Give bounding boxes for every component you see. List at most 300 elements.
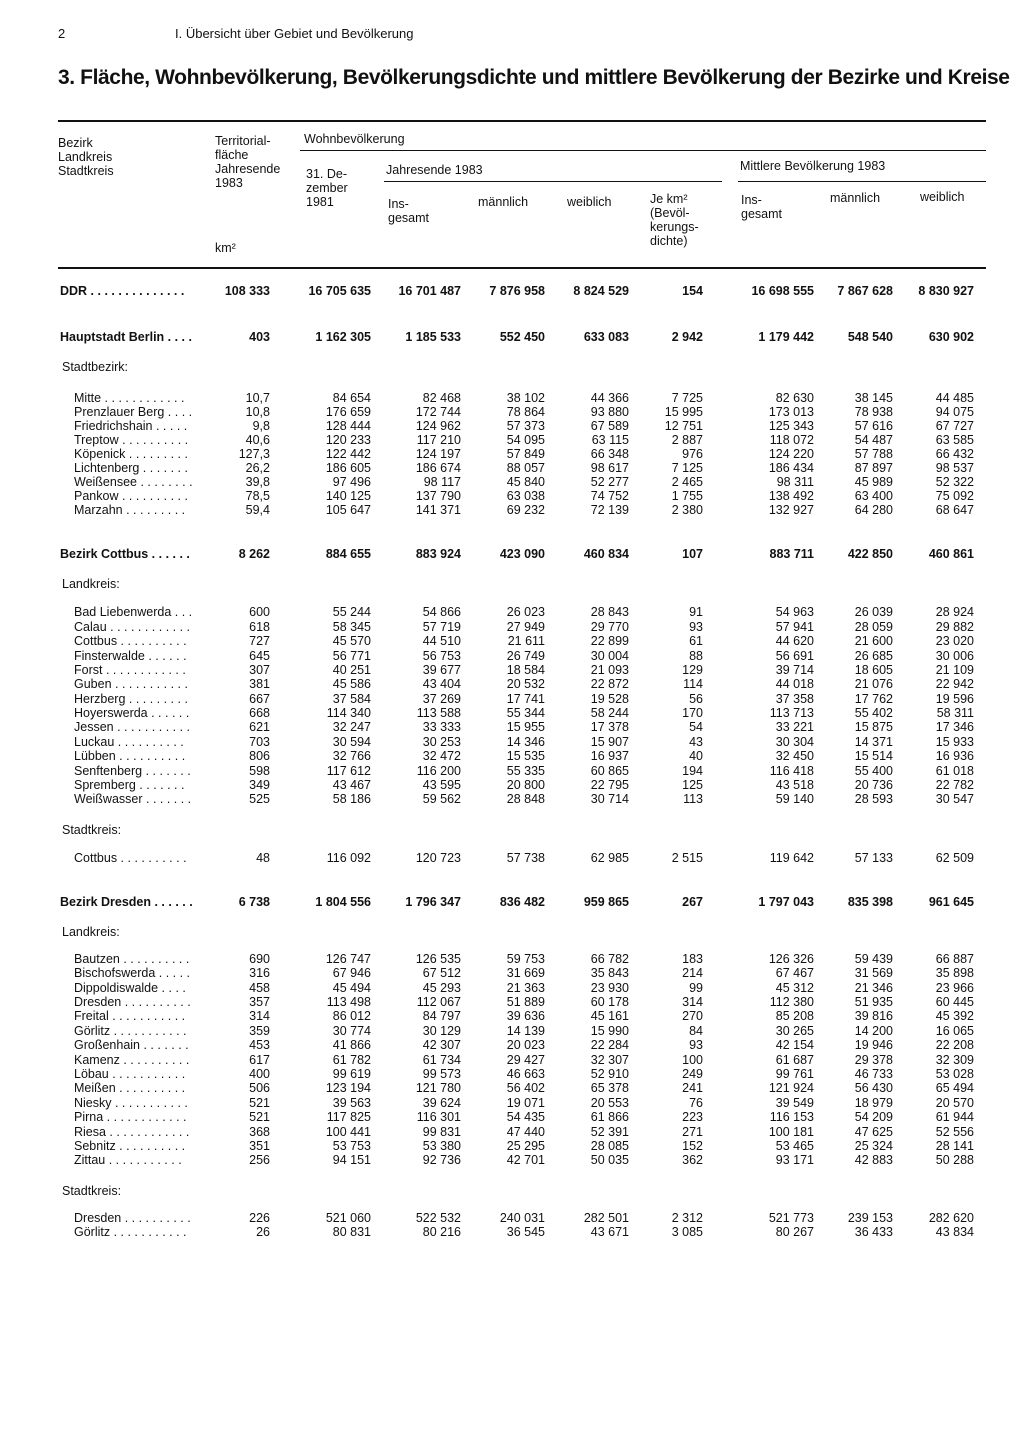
cell-mittel-weiblich: 61 944 (935, 1110, 974, 1124)
cell-dec1981: 521 060 (325, 1211, 371, 1225)
cell-weiblich: 35 843 (590, 966, 629, 980)
cell-maennlich: 15 955 (506, 720, 545, 734)
cell-density: 114 (683, 677, 703, 691)
cell-weiblich: 30 714 (590, 792, 629, 806)
page-number: 2 (58, 26, 66, 41)
cell-mittel-maennlich: 18 979 (854, 1096, 893, 1110)
cell-mittel-insgesamt: 39 714 (775, 663, 814, 677)
cell-dec1981: 45 494 (332, 981, 371, 995)
cell-weiblich: 45 161 (590, 1009, 629, 1023)
cell-dec1981: 40 251 (332, 663, 371, 677)
cell-mittel-weiblich: 68 647 (935, 503, 974, 517)
cell-mittel-weiblich: 66 887 (935, 952, 974, 966)
cell-dec1981: 43 467 (332, 778, 371, 792)
cell-area: 127,3 (238, 447, 270, 461)
table-row (0, 433, 1024, 447)
row-label: Freital . . . . . . . . . . . (74, 1009, 186, 1023)
cell-density: 314 (682, 995, 703, 1009)
cell-dec1981: 99 619 (332, 1067, 371, 1081)
cell-mittel-maennlich: 31 569 (854, 966, 893, 980)
cell-area: 521 (249, 1096, 270, 1110)
cell-density: 76 (689, 1096, 703, 1110)
cell-dec1981: 186 605 (325, 461, 371, 475)
cell-mittel-insgesamt: 883 711 (769, 547, 814, 561)
cell-weiblich: 52 910 (590, 1067, 629, 1081)
cell-insgesamt: 30 129 (422, 1024, 461, 1038)
cell-area: 39,8 (245, 475, 270, 489)
cell-weiblich: 93 880 (590, 405, 629, 419)
cell-mittel-weiblich: 282 620 (928, 1211, 974, 1225)
table-row (0, 503, 1024, 517)
cell-density: 12 751 (664, 419, 703, 433)
row-label: Dresden . . . . . . . . . . (74, 1211, 191, 1225)
cell-area: 727 (249, 634, 270, 648)
section-heading-row (0, 360, 1024, 374)
cell-area: 368 (249, 1125, 270, 1139)
row-label: Friedrichshain . . . . . (74, 419, 188, 433)
cell-maennlich: 20 023 (506, 1038, 545, 1052)
cell-weiblich: 22 795 (590, 778, 629, 792)
cell-density: 270 (682, 1009, 703, 1023)
cell-insgesamt: 121 780 (415, 1081, 461, 1095)
cell-mittel-insgesamt: 30 265 (775, 1024, 814, 1038)
col-header-mittlere: Mittlere Bevölkerung 1983 (740, 159, 886, 173)
cell-weiblich: 52 277 (590, 475, 629, 489)
cell-maennlich: 36 545 (506, 1225, 545, 1239)
cell-insgesamt: 141 371 (415, 503, 461, 517)
cell-mittel-weiblich: 17 346 (935, 720, 974, 734)
table-row (0, 1067, 1024, 1081)
cell-dec1981: 105 647 (325, 503, 371, 517)
cell-dec1981: 56 771 (332, 649, 371, 663)
cell-insgesamt: 80 216 (422, 1225, 461, 1239)
cell-weiblich: 67 589 (590, 419, 629, 433)
cell-maennlich: 54 095 (506, 433, 545, 447)
table-row (0, 663, 1024, 677)
cell-weiblich: 30 004 (590, 649, 629, 663)
running-title: I. Übersicht über Gebiet und Bevölkerung (175, 26, 414, 41)
cell-density: 2 515 (671, 851, 703, 865)
cell-mittel-maennlich: 39 816 (854, 1009, 893, 1023)
cell-insgesamt: 117 210 (416, 433, 461, 447)
cell-mittel-insgesamt: 99 761 (775, 1067, 814, 1081)
cell-mittel-insgesamt: 1 797 043 (758, 895, 814, 909)
col-header-1981: 31. De- zember 1981 (306, 167, 348, 209)
cell-maennlich: 42 701 (506, 1153, 545, 1167)
cell-mittel-insgesamt: 44 620 (775, 634, 814, 648)
col-header-area: Territorial- fläche Jahresende 1983 (215, 134, 281, 190)
cell-mittel-insgesamt: 37 358 (775, 692, 814, 706)
cell-mittel-weiblich: 66 432 (935, 447, 974, 461)
cell-mittel-maennlich: 20 736 (854, 778, 893, 792)
cell-insgesamt: 39 677 (422, 663, 461, 677)
cell-density: 15 995 (664, 405, 703, 419)
cell-mittel-insgesamt: 61 687 (775, 1053, 814, 1067)
cell-dec1981: 58 186 (332, 792, 371, 806)
cell-weiblich: 22 284 (590, 1038, 629, 1052)
cell-density: 113 (683, 792, 703, 806)
cell-density: 267 (682, 895, 703, 909)
cell-mittel-insgesamt: 119 642 (769, 851, 814, 865)
cell-mittel-weiblich: 23 966 (935, 981, 974, 995)
row-label: Stadtkreis: (62, 823, 122, 837)
cell-mittel-insgesamt: 59 140 (775, 792, 814, 806)
cell-density: 1 755 (671, 489, 703, 503)
cell-area: 314 (249, 1009, 270, 1023)
cell-mittel-insgesamt: 1 179 442 (758, 330, 814, 344)
cell-mittel-insgesamt: 124 220 (768, 447, 814, 461)
row-label: Bautzen . . . . . . . . . . (74, 952, 190, 966)
cell-density: 84 (689, 1024, 703, 1038)
cell-dec1981: 39 563 (332, 1096, 371, 1110)
cell-density: 194 (682, 764, 703, 778)
cell-maennlich: 57 373 (506, 419, 545, 433)
cell-mittel-insgesamt: 82 630 (775, 391, 814, 405)
cell-weiblich: 50 035 (590, 1153, 629, 1167)
cell-maennlich: 423 090 (499, 547, 545, 561)
cell-weiblich: 65 378 (590, 1081, 629, 1095)
cell-maennlich: 54 435 (506, 1110, 545, 1124)
cell-insgesamt: 522 532 (415, 1211, 461, 1225)
cell-insgesamt: 1 796 347 (405, 895, 461, 909)
cell-dec1981: 100 441 (325, 1125, 371, 1139)
cell-density: 2 312 (671, 1211, 703, 1225)
cell-density: 61 (689, 634, 703, 648)
cell-maennlich: 20 800 (506, 778, 545, 792)
row-label: Mitte . . . . . . . . . . . . (74, 391, 185, 405)
cell-mittel-insgesamt: 121 924 (768, 1081, 814, 1095)
cell-mittel-weiblich: 460 861 (928, 547, 974, 561)
cell-mittel-maennlich: 47 625 (854, 1125, 893, 1139)
row-label: Guben . . . . . . . . . . . (74, 677, 188, 691)
cell-insgesamt: 120 723 (415, 851, 461, 865)
cell-mittel-maennlich: 59 439 (854, 952, 893, 966)
row-label: Löbau . . . . . . . . . . . (74, 1067, 186, 1081)
cell-area: 690 (249, 952, 270, 966)
cell-mittel-weiblich: 52 556 (935, 1125, 974, 1139)
table-row (0, 778, 1024, 792)
cell-weiblich: 22 872 (590, 677, 629, 691)
cell-weiblich: 17 378 (590, 720, 629, 734)
cell-dec1981: 80 831 (332, 1225, 371, 1239)
cell-weiblich: 23 930 (590, 981, 629, 995)
cell-area: 525 (249, 792, 270, 806)
cell-mittel-weiblich: 67 727 (935, 419, 974, 433)
row-label: Bezirk Cottbus . . . . . . (60, 547, 190, 561)
cell-density: 170 (682, 706, 703, 720)
cell-dec1981: 128 444 (325, 419, 371, 433)
row-label: Stadtkreis: (62, 1184, 122, 1198)
cell-dec1981: 53 753 (332, 1139, 371, 1153)
col-header-mittlere-weiblich: weiblich (920, 190, 965, 204)
cell-mittel-insgesamt: 93 171 (775, 1153, 814, 1167)
cell-mittel-maennlich: 26 039 (854, 605, 893, 619)
cell-mittel-weiblich: 22 782 (935, 778, 974, 792)
table-row (0, 547, 1024, 561)
cell-mittel-maennlich: 57 133 (854, 851, 893, 865)
cell-weiblich: 72 139 (590, 503, 629, 517)
cell-maennlich: 57 738 (506, 851, 545, 865)
cell-mittel-weiblich: 28 141 (935, 1139, 974, 1153)
cell-weiblich: 60 865 (590, 764, 629, 778)
cell-insgesamt: 45 293 (422, 981, 461, 995)
cell-density: 129 (682, 663, 703, 677)
col-header-maennlich: männlich (478, 195, 529, 209)
cell-mittel-maennlich: 87 897 (854, 461, 893, 475)
cell-maennlich: 29 427 (506, 1053, 545, 1067)
row-label: Weißwasser . . . . . . . (74, 792, 192, 806)
wohn-rule (300, 150, 986, 151)
cell-weiblich: 21 093 (590, 663, 629, 677)
row-label: Spremberg . . . . . . . (74, 778, 185, 792)
cell-maennlich: 21 611 (507, 634, 545, 648)
cell-maennlich: 15 535 (506, 749, 545, 763)
cell-maennlich: 240 031 (499, 1211, 545, 1225)
cell-mittel-insgesamt: 116 418 (769, 764, 814, 778)
cell-density: 91 (689, 605, 703, 619)
col-header-insgesamt: Ins- gesamt (388, 197, 429, 225)
cell-dec1981: 37 584 (332, 692, 371, 706)
cell-weiblich: 44 366 (590, 391, 629, 405)
cell-mittel-insgesamt: 118 072 (769, 433, 814, 447)
cell-dec1981: 123 194 (325, 1081, 371, 1095)
cell-maennlich: 46 663 (506, 1067, 545, 1081)
cell-weiblich: 19 528 (590, 692, 629, 706)
cell-density: 362 (682, 1153, 703, 1167)
cell-maennlich: 26 023 (506, 605, 545, 619)
cell-density: 223 (682, 1110, 703, 1124)
row-label: Cottbus . . . . . . . . . . (74, 851, 187, 865)
cell-insgesamt: 43 595 (422, 778, 461, 792)
row-label: Senftenberg . . . . . . . (74, 764, 191, 778)
cell-dec1981: 16 705 635 (308, 284, 371, 298)
cell-mittel-insgesamt: 98 311 (776, 475, 814, 489)
cell-area: 667 (249, 692, 270, 706)
cell-mittel-weiblich: 61 018 (935, 764, 974, 778)
cell-mittel-weiblich: 63 585 (935, 433, 974, 447)
table-row (0, 419, 1024, 433)
cell-mittel-weiblich: 20 570 (935, 1096, 974, 1110)
cell-area: 806 (249, 749, 270, 763)
cell-mittel-maennlich: 17 762 (854, 692, 893, 706)
cell-weiblich: 62 985 (590, 851, 629, 865)
cell-insgesamt: 99 831 (422, 1125, 461, 1139)
cell-area: 9,8 (252, 419, 270, 433)
cell-density: 40 (689, 749, 703, 763)
cell-density: 2 887 (671, 433, 703, 447)
cell-area: 26 (256, 1225, 270, 1239)
cell-insgesamt: 172 744 (415, 405, 461, 419)
cell-maennlich: 14 346 (506, 735, 545, 749)
cell-insgesamt: 883 924 (415, 547, 461, 561)
row-label: Kamenz . . . . . . . . . . (74, 1053, 190, 1067)
cell-density: 54 (689, 720, 703, 734)
table-row (0, 1211, 1024, 1225)
cell-mittel-maennlich: 36 433 (854, 1225, 893, 1239)
table-row (0, 851, 1024, 865)
cell-mittel-maennlich: 28 593 (854, 792, 893, 806)
cell-mittel-maennlich: 835 398 (847, 895, 893, 909)
cell-maennlich: 56 402 (506, 1081, 545, 1095)
cell-maennlich: 20 532 (506, 677, 545, 691)
row-label: Herzberg . . . . . . . . . (74, 692, 188, 706)
cell-mittel-maennlich: 64 280 (854, 503, 893, 517)
cell-insgesamt: 137 790 (415, 489, 461, 503)
cell-mittel-maennlich: 422 850 (847, 547, 893, 561)
cell-insgesamt: 124 962 (415, 419, 461, 433)
cell-insgesamt: 44 510 (422, 634, 461, 648)
cell-insgesamt: 84 797 (422, 1009, 461, 1023)
cell-weiblich: 28 843 (590, 605, 629, 619)
cell-maennlich: 51 889 (506, 995, 545, 1009)
table-row (0, 952, 1024, 966)
cell-mittel-insgesamt: 42 154 (775, 1038, 814, 1052)
cell-mittel-insgesamt: 53 465 (775, 1139, 814, 1153)
cell-weiblich: 959 865 (583, 895, 629, 909)
cell-weiblich: 63 115 (591, 433, 629, 447)
col-header-region: Bezirk Landkreis Stadtkreis (58, 136, 114, 178)
cell-mittel-insgesamt: 173 013 (768, 405, 814, 419)
table-row (0, 1096, 1024, 1110)
table-row (0, 1081, 1024, 1095)
cell-area: 351 (249, 1139, 270, 1153)
cell-weiblich: 15 990 (590, 1024, 629, 1038)
cell-weiblich: 74 752 (590, 489, 629, 503)
cell-maennlich: 552 450 (499, 330, 545, 344)
cell-mittel-weiblich: 43 834 (935, 1225, 974, 1239)
cell-mittel-maennlich: 7 867 628 (837, 284, 893, 298)
cell-dec1981: 116 092 (326, 851, 371, 865)
cell-insgesamt: 126 535 (415, 952, 461, 966)
cell-area: 10,8 (245, 405, 270, 419)
cell-mittel-maennlich: 54 487 (854, 433, 893, 447)
cell-mittel-insgesamt: 16 698 555 (751, 284, 814, 298)
cell-mittel-maennlich: 57 616 (854, 419, 893, 433)
cell-maennlich: 45 840 (506, 475, 545, 489)
cell-mittel-weiblich: 19 596 (935, 692, 974, 706)
mittlere-rule (738, 181, 986, 182)
cell-mittel-weiblich: 62 509 (935, 851, 974, 865)
cell-insgesamt: 67 512 (422, 966, 461, 980)
row-label: Hauptstadt Berlin . . . . (60, 330, 192, 344)
jahresende-rule (384, 181, 722, 182)
cell-dec1981: 67 946 (332, 966, 371, 980)
cell-mittel-maennlich: 42 883 (854, 1153, 893, 1167)
cell-weiblich: 32 307 (590, 1053, 629, 1067)
cell-weiblich: 66 348 (590, 447, 629, 461)
cell-insgesamt: 54 866 (422, 605, 461, 619)
col-header-density: Je km² (Bevöl- kerungs- dichte) (650, 192, 699, 248)
table-row (0, 692, 1024, 706)
table-row (0, 1038, 1024, 1052)
table-title: 3. Fläche, Wohnbevölkerung, Bevölkerungsdichte und mittlere Bevölkerung der Bezirke und Kreise (58, 66, 1010, 89)
cell-area: 8 262 (238, 547, 270, 561)
row-label: Landkreis: (62, 577, 120, 591)
cell-dec1981: 30 774 (332, 1024, 371, 1038)
cell-mittel-maennlich: 55 402 (854, 706, 893, 720)
cell-density: 241 (682, 1081, 703, 1095)
cell-mittel-weiblich: 52 322 (935, 475, 974, 489)
cell-insgesamt: 116 200 (416, 764, 461, 778)
cell-mittel-maennlich: 54 209 (854, 1110, 893, 1124)
table-row (0, 995, 1024, 1009)
row-label: Marzahn . . . . . . . . . (74, 503, 186, 517)
cell-mittel-maennlich: 57 788 (854, 447, 893, 461)
cell-area: 357 (249, 995, 270, 1009)
cell-area: 400 (249, 1067, 270, 1081)
cell-mittel-insgesamt: 132 927 (768, 503, 814, 517)
cell-weiblich: 66 782 (590, 952, 629, 966)
cell-dec1981: 117 825 (326, 1110, 371, 1124)
row-label: Görlitz . . . . . . . . . . . (74, 1225, 187, 1239)
cell-mittel-maennlich: 26 685 (854, 649, 893, 663)
table-row (0, 895, 1024, 909)
cell-mittel-weiblich: 60 445 (935, 995, 974, 1009)
cell-density: 3 085 (671, 1225, 703, 1239)
cell-mittel-insgesamt: 54 963 (775, 605, 814, 619)
cell-mittel-weiblich: 30 006 (935, 649, 974, 663)
cell-area: 598 (249, 764, 270, 778)
cell-dec1981: 114 340 (326, 706, 371, 720)
cell-density: 56 (689, 692, 703, 706)
row-label: Bischofswerda . . . . . (74, 966, 191, 980)
cell-mittel-weiblich: 45 392 (935, 1009, 974, 1023)
cell-dec1981: 884 655 (325, 547, 371, 561)
cell-maennlich: 26 749 (506, 649, 545, 663)
cell-maennlich: 38 102 (506, 391, 545, 405)
row-label: Görlitz . . . . . . . . . . . (74, 1024, 187, 1038)
cell-weiblich: 52 391 (590, 1125, 629, 1139)
cell-dec1981: 94 151 (332, 1153, 371, 1167)
cell-maennlich: 39 636 (506, 1009, 545, 1023)
cell-density: 93 (689, 620, 703, 634)
cell-mittel-weiblich: 16 936 (935, 749, 974, 763)
cell-mittel-maennlich: 45 989 (854, 475, 893, 489)
col-header-area-unit: km² (215, 241, 236, 255)
table-row (0, 1125, 1024, 1139)
table-row (0, 391, 1024, 405)
cell-mittel-maennlich: 19 946 (854, 1038, 893, 1052)
row-label: Dresden . . . . . . . . . . (74, 995, 191, 1009)
cell-area: 6 738 (238, 895, 270, 909)
row-label: Lübben . . . . . . . . . . (74, 749, 186, 763)
section-heading-row (0, 1184, 1024, 1198)
cell-density: 152 (682, 1139, 703, 1153)
cell-dec1981: 45 570 (332, 634, 371, 648)
table-row (0, 461, 1024, 475)
cell-mittel-maennlich: 548 540 (847, 330, 893, 344)
cell-dec1981: 55 244 (332, 605, 371, 619)
cell-maennlich: 21 363 (506, 981, 545, 995)
cell-mittel-maennlich: 56 430 (854, 1081, 893, 1095)
table-row (0, 605, 1024, 619)
table-row (0, 792, 1024, 806)
cell-mittel-weiblich: 961 645 (928, 895, 974, 909)
cell-mittel-weiblich: 75 092 (935, 489, 974, 503)
cell-area: 618 (249, 620, 270, 634)
cell-maennlich: 55 344 (506, 706, 545, 720)
cell-mittel-insgesamt: 39 549 (775, 1096, 814, 1110)
table-row (0, 735, 1024, 749)
cell-mittel-weiblich: 98 537 (935, 461, 974, 475)
cell-weiblich: 61 866 (590, 1110, 629, 1124)
cell-mittel-maennlich: 14 200 (854, 1024, 893, 1038)
cell-maennlich: 59 753 (506, 952, 545, 966)
row-label: Hoyerswerda . . . . . . (74, 706, 190, 720)
cell-area: 453 (249, 1038, 270, 1052)
row-label: Dippoldiswalde . . . . (74, 981, 186, 995)
cell-insgesamt: 92 736 (422, 1153, 461, 1167)
